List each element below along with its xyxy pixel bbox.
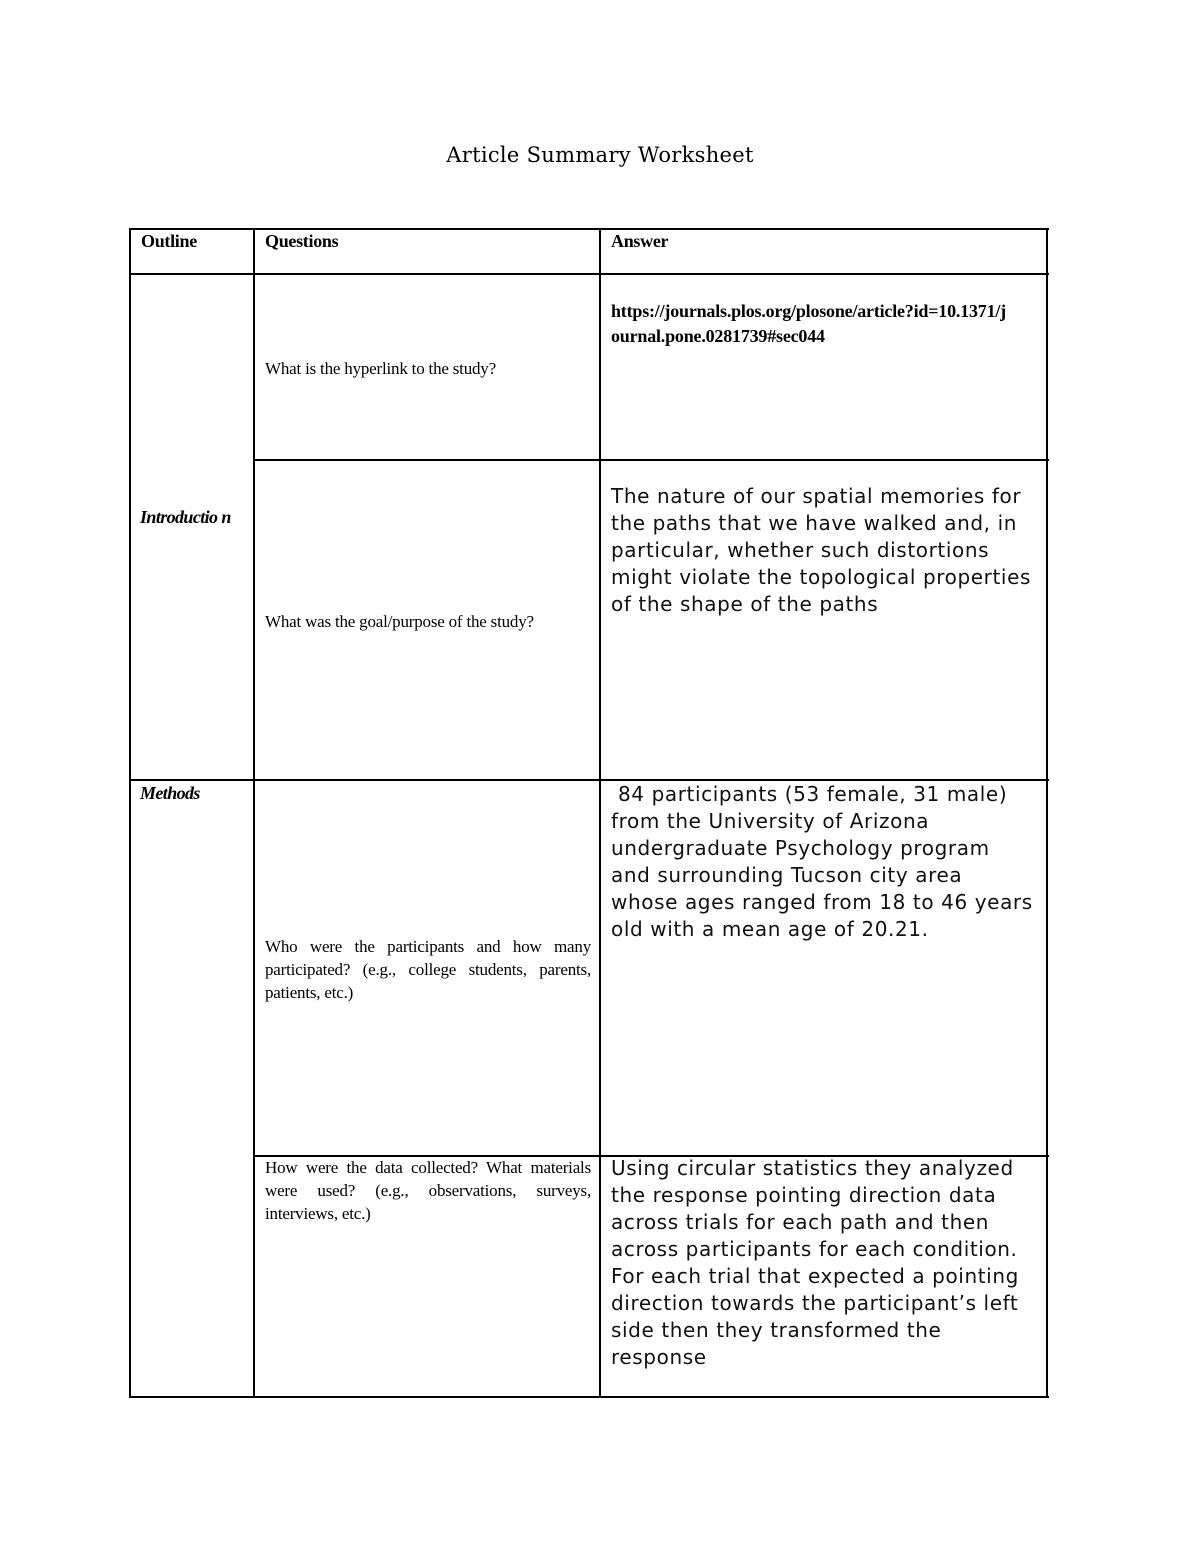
- answer-hyperlink[interactable]: https://journals.plos.org/plosone/article?id=10.1371/journal.pone.0281739#sec044: [611, 301, 1006, 346]
- table-border-left: [129, 228, 131, 1398]
- question-data-collection: How were the data collected? What materials were used? (e.g., observations, surveys, interviews, etc.): [265, 1158, 591, 1223]
- column-divider-2: [599, 228, 601, 1398]
- answer-participants: 84 participants (53 female, 31 male) from the University of Arizona undergraduate Psychology program and surrounding Tucson city area whose ages ranged from 18 to 46 years old with a mean age of 20.21.: [611, 782, 1040, 941]
- header-divider: [129, 273, 1049, 275]
- section-methods: Methods: [140, 783, 200, 803]
- table-border-bottom: [129, 1396, 1049, 1398]
- table-border-top: [129, 228, 1049, 230]
- answer-goal: The nature of our spatial memories for the paths that we have walked and, in particular, whether such distortions might violate the topological properties of the shape of the paths: [611, 484, 1032, 616]
- column-divider-1: [253, 228, 255, 1398]
- header-outline: Outline: [141, 231, 197, 251]
- question-goal: What was the goal/purpose of the study?: [265, 612, 534, 631]
- question-participants: Who were the participants and how many participated? (e.g., college students, parents, patients, etc.): [265, 937, 591, 1002]
- row-divider-1: [253, 459, 1049, 461]
- answer-data-collection: Using circular statistics they analyzed the response pointing direction data across trials for each path and then across participants for each condition. For each trial that expected a pointing direction towards the participant’s left side then they transformed the response: [611, 1156, 1019, 1369]
- header-answer: Answer: [611, 231, 669, 251]
- header-questions: Questions: [265, 231, 339, 251]
- question-hyperlink: What is the hyperlink to the study?: [265, 359, 496, 378]
- section-introduction: Introductio n: [140, 507, 231, 527]
- table-border-right: [1046, 228, 1048, 1398]
- page-title: Article Summary Worksheet: [446, 143, 754, 167]
